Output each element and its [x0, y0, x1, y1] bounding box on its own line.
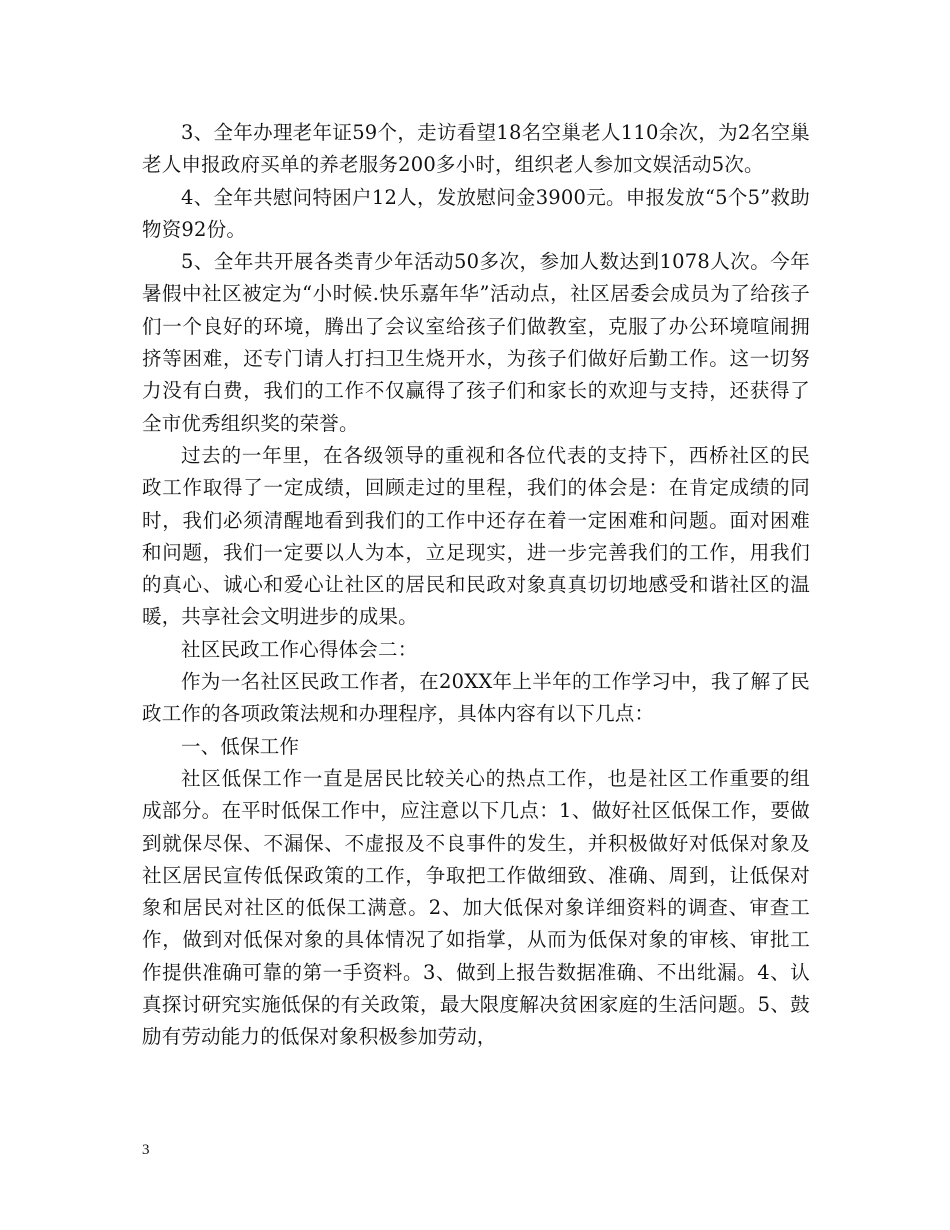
subsection-heading: 一、低保工作: [181, 734, 300, 758]
document-body: [142, 117, 810, 1054]
section-heading: 社区民政工作心得体会二：: [181, 637, 418, 661]
page-number: 3: [142, 1142, 150, 1158]
paragraph-summary: 过去的一年里，在各级领导的重视和各位代表的支持下，西桥社区的民政工作取得了一定成绩，回顾走过的里程，我们的体会是：在肯定成绩的同时，我们必须清醒地看到我们的工作中还存在着一定困难和问题。面对困难和问题，我们一定要以人为本，立足现实，进一步完善我们的工作，用我们的真心、诚心和爱心让社区的居民和民政对象真真切切地感受和谐社区的温暖，共享社会文明进步的成果。: [142, 443, 810, 629]
paragraph-item-5: 5、全年共开展各类青少年活动50多次，参加人数达到1078人次。今年暑假中社区被定为“小时候.快乐嘉年华”活动点，社区居委会成员为了给孩子们一个良好的环境，腾出了会议室给孩子们做教室，克服了办公环境喧闹拥挤等困难，还专门请人打扫卫生烧开水，为孩子们做好后勤工作。这一切努力没有白费，我们的工作不仅赢得了孩子们和家长的欢迎与支持，还获得了全市优秀组织奖的荣誉。: [142, 250, 810, 435]
paragraph-intro: 作为一名社区民政工作者，在20XX年上半年的工作学习中，我了解了民政工作的各项政策法规和办理程序，具体内容有以下几点：: [142, 670, 810, 726]
paragraph-low-income-work: 社区低保工作一直是居民比较关心的热点工作，也是社区工作重要的组成部分。在平时低保工作中，应注意以下几点：1、做好社区低保工作，要做到就保尽保、不漏保、不虚报及不良事件的发生，并积极做好对低保对象及社区居民宣传低保政策的工作，争取把工作做细致、准确、周到，让低保对象和居民对社区的低保工满意。2、加大低保对象详细资料的调查、审查工作，做到对低保对象的具体情况了如指掌，从而为低保对象的审核、审批工作提供准确可靠的第一手资料。3、做到上报告数据准确、不出纰漏。4、认真探讨研究实施低保的有关政策，最大限度解决贫困家庭的生活问题。5、鼓励有劳动能力的低保对象积极参加劳动，: [142, 766, 810, 1049]
paragraph-item-3: 3、全年办理老年证59个，走访看望18名空巢老人110余次，为2名空巢老人申报政府买单的养老服务200多小时，组织老人参加文娱活动5次。: [142, 121, 810, 177]
paragraph-item-4: 4、全年共慰问特困户12人，发放慰问金3900元。申报发放“5个5”救助物资92份。: [142, 185, 810, 241]
